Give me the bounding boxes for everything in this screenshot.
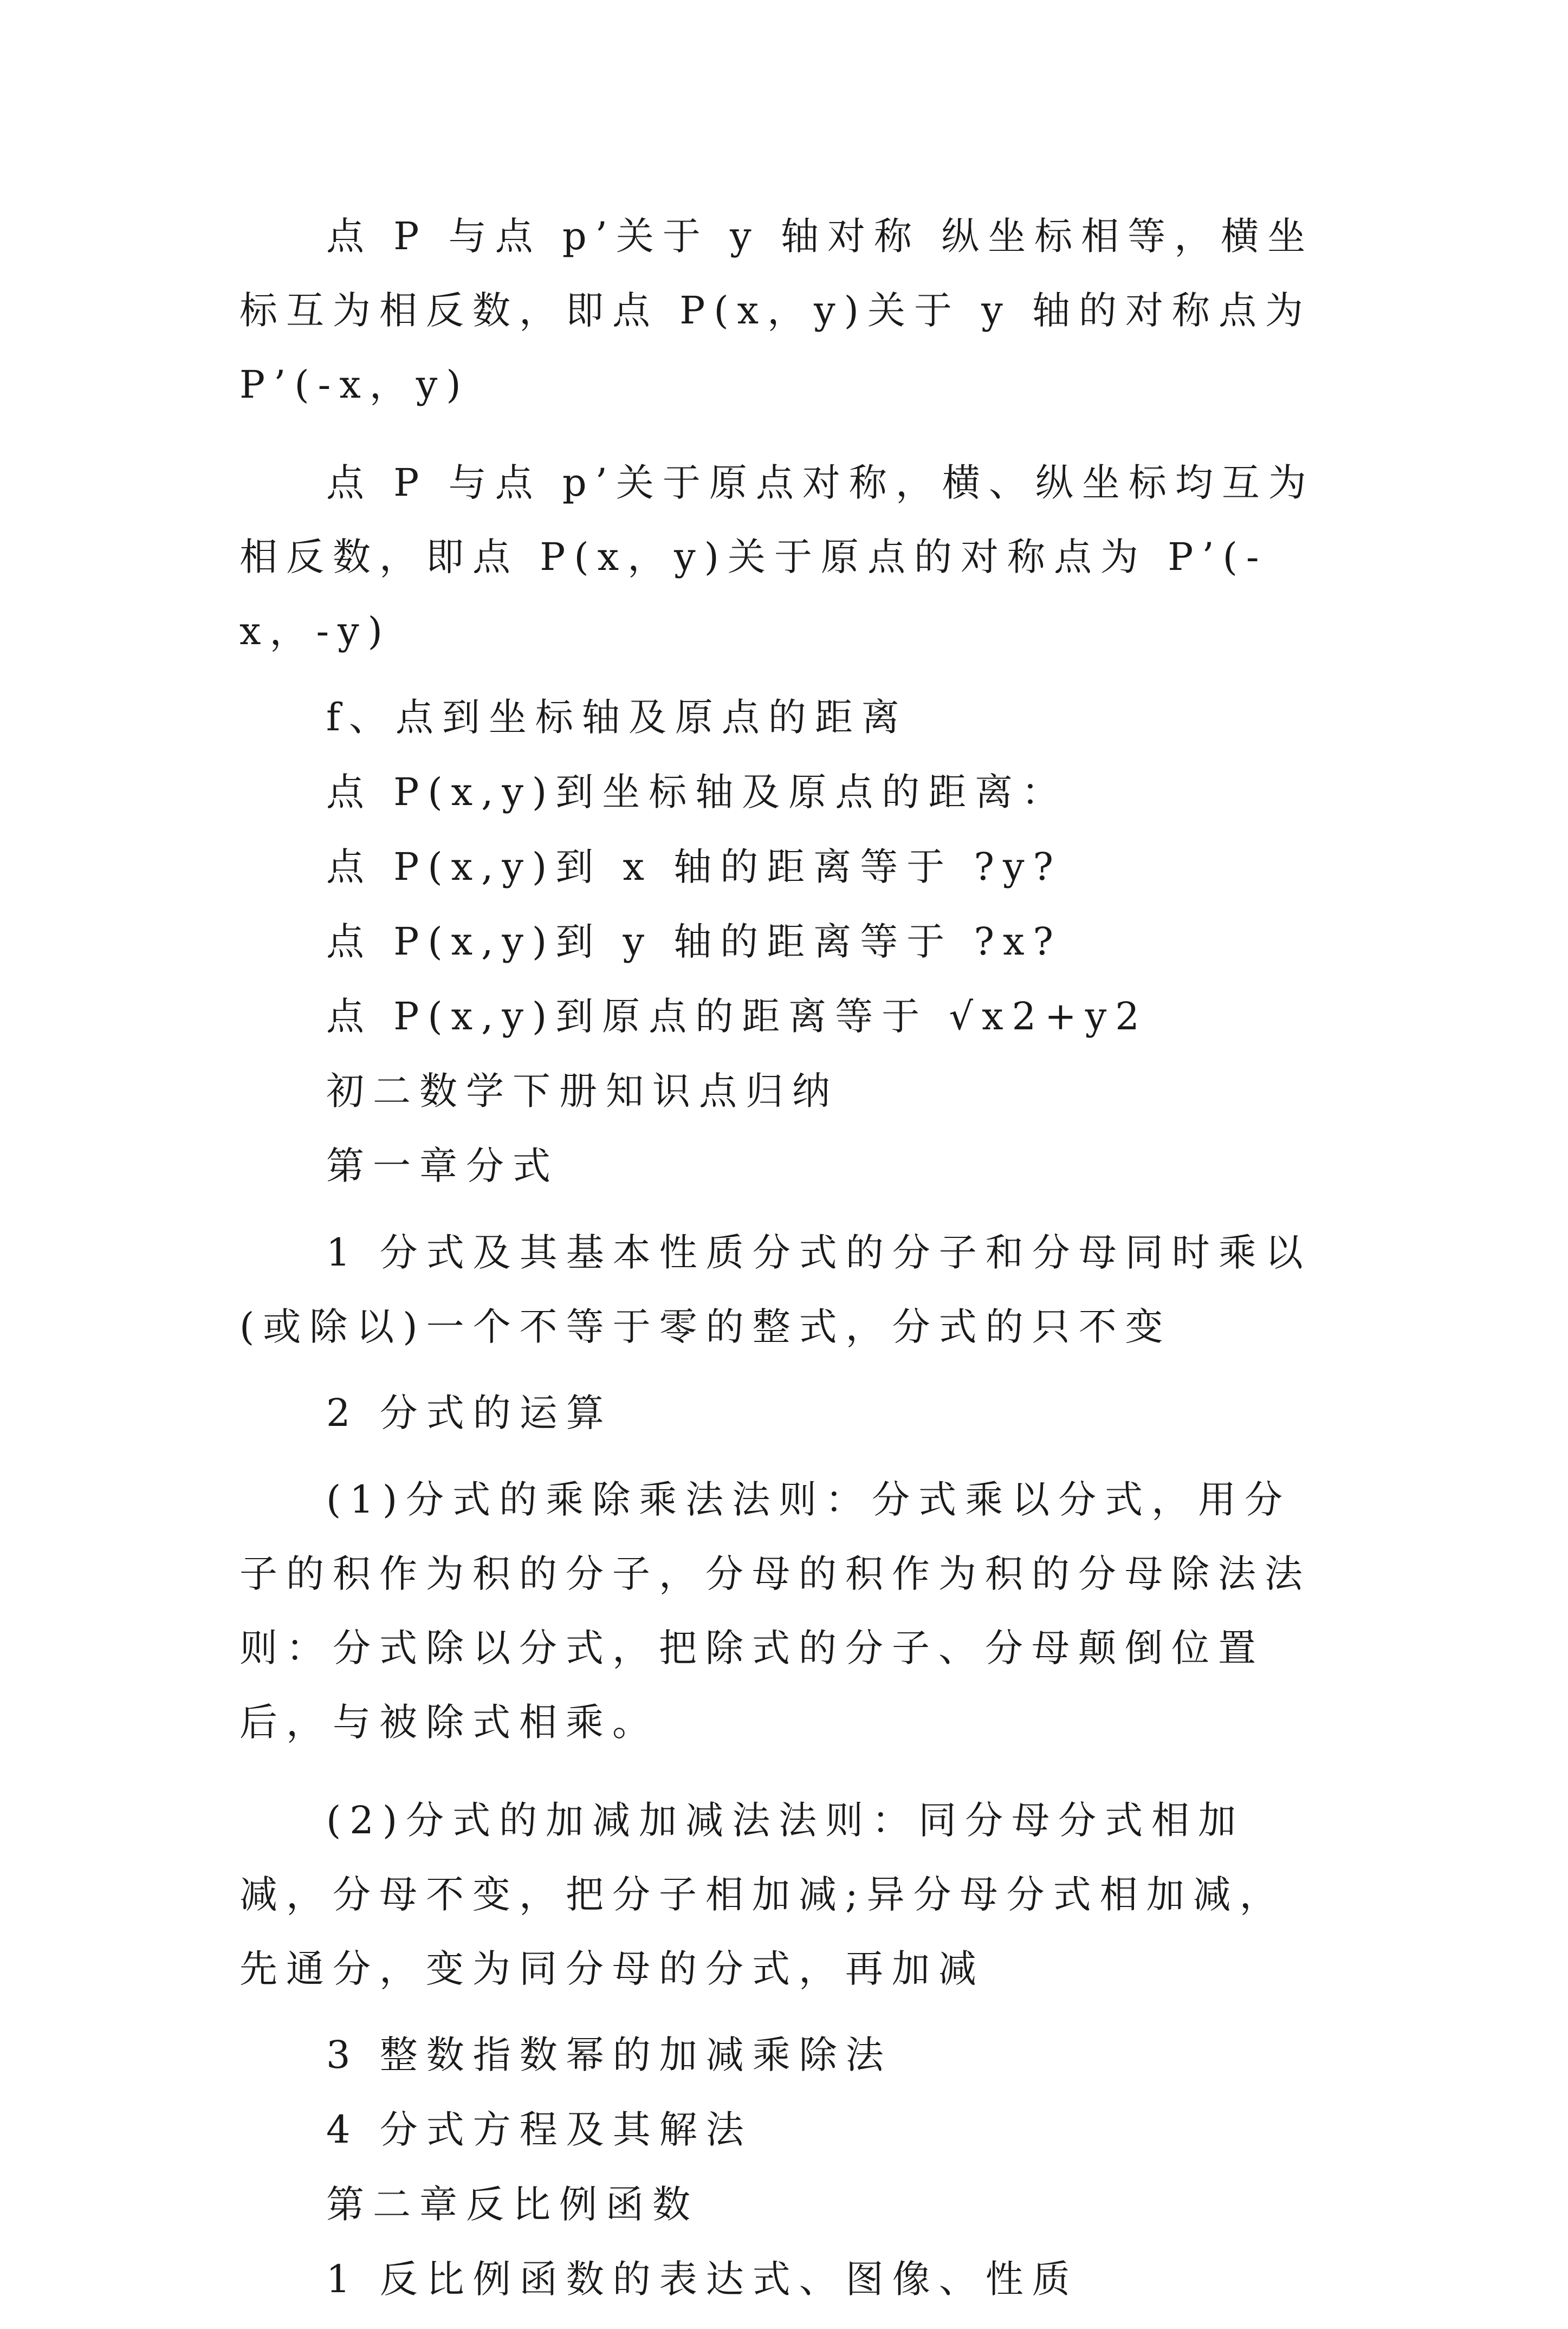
paragraph-y-axis-symmetry: 点 P 与点 p’关于 y 轴对称 纵坐标相等，横坐标互为相反数，即点 P(x，y)关于 y 轴的对称点为 P’(-x，y) <box>239 214 1314 407</box>
paragraph-add-subtract: (2)分式的加减加减法法则：同分母分式相加减，分母不变，把分子相加减;异分母分式相加减，先通分，变为同分母的分式，再加减 <box>239 1798 1286 1991</box>
document-body <box>239 199 1329 2329</box>
paragraph-integer-exponents: 3 整数指数幂的加减乘除法 <box>326 2033 892 2077</box>
paragraph-fraction-properties: 1 分式及其基本性质分式的分子和分母同时乘以(或除以)一个不等于零的整式，分式的只不变 <box>239 1230 1312 1349</box>
paragraph-heading-distance: f、点到坐标轴及原点的距离 <box>326 695 908 739</box>
paragraph-distance-y-axis: 点 P(x,y)到 y 轴的距离等于 ?x? <box>326 919 1062 964</box>
paragraph-chapter-2: 第二章反比例函数 <box>326 2182 699 2227</box>
paragraph-chapter-1: 第一章分式 <box>326 1144 559 1188</box>
paragraph-origin-symmetry: 点 P 与点 p’关于原点对称，横、纵坐标均互为相反数，即点 P(x，y)关于原点的对称点为 P’(-x，-y) <box>239 460 1315 653</box>
paragraph-multiply-divide: (1)分式的乘除乘法法则：分式乘以分式，用分子的积作为积的分子，分母的积作为积的分母除法法则：分式除以分式，把除式的分子、分母颠倒位置后，与被除式相乘。 <box>239 1477 1311 1744</box>
paragraph-fraction-equations: 4 分式方程及其解法 <box>326 2107 753 2152</box>
paragraph-fraction-operations: 2 分式的运算 <box>326 1391 613 1435</box>
paragraph-inverse-function: 1 反比例函数的表达式、图像、性质 <box>326 2257 1079 2301</box>
paragraph-distance-x-axis: 点 P(x,y)到 x 轴的距离等于 ?y? <box>326 845 1062 889</box>
paragraph-section-title: 初二数学下册知识点归纳 <box>326 1069 839 1113</box>
paragraph-distance-intro: 点 P(x,y)到坐标轴及原点的距离： <box>326 770 1068 814</box>
paragraph-distance-origin: 点 P(x,y)到原点的距离等于 √x2+y2 <box>326 994 1148 1039</box>
